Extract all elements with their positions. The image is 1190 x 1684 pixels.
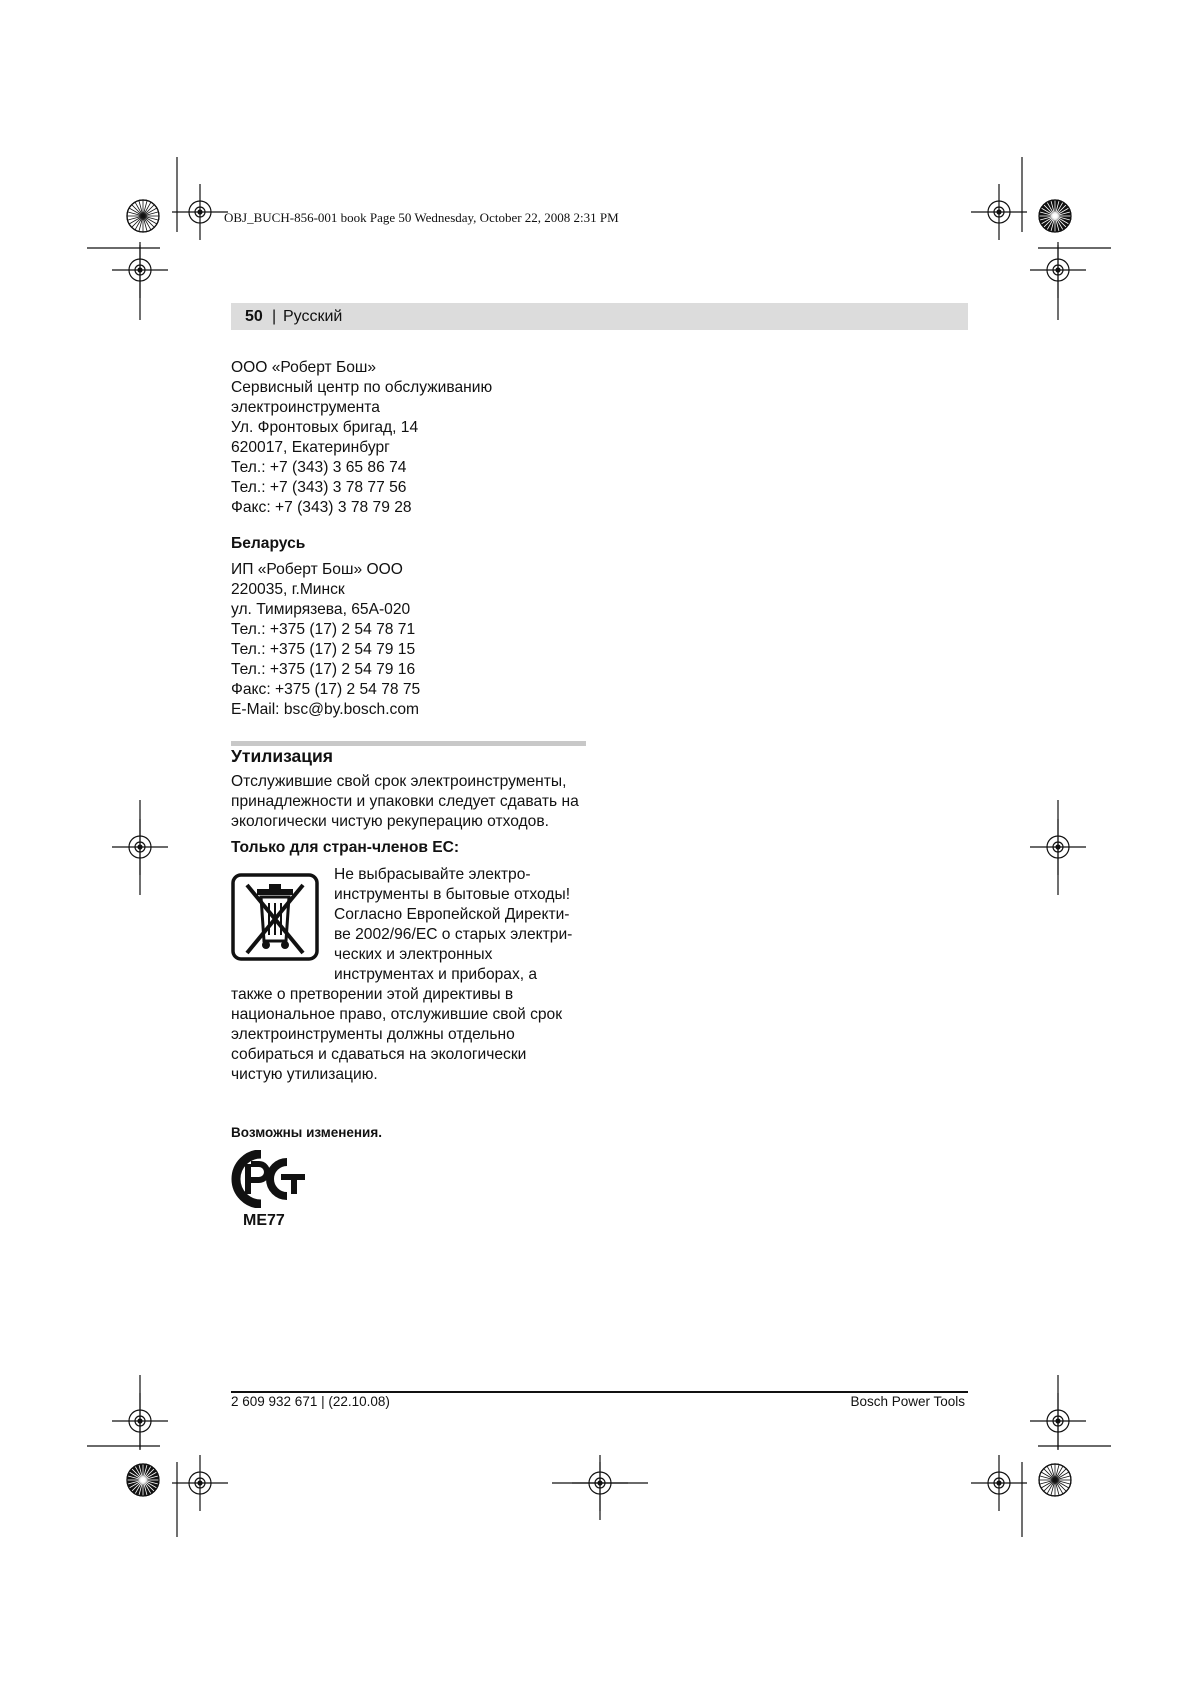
- eu-directive-text: [231, 985, 562, 1085]
- address-line: ООО «Роберт Бош»: [231, 359, 377, 376]
- paragraph-line: собираться и сдаваться на экологически: [231, 1046, 527, 1063]
- phone-line: Тел.: +375 (17) 2 54 78 71: [231, 621, 416, 638]
- email-line: E-Mail: bsc@by.bosch.com: [231, 701, 419, 718]
- crossed-out-wheelie-bin-icon: [231, 873, 319, 961]
- address-line: электроинструмента: [231, 399, 380, 416]
- paragraph-line: ве 2002/96/ЕС о старых электри-: [334, 926, 573, 943]
- paragraph-line: инструменты в бытовые отходы!: [334, 886, 571, 903]
- paragraph-line: ческих и электронных: [334, 946, 493, 963]
- paragraph-line: Не выбрасывайте электро-: [334, 866, 531, 883]
- paragraph-line: экологически чистую рекуперацию отходов.: [231, 813, 549, 830]
- fax-line: Факс: +375 (17) 2 54 78 75: [231, 681, 421, 698]
- footer-brand: Bosch Power Tools: [850, 1394, 965, 1409]
- paragraph-line: Отслужившие свой срок электроинструменты,: [231, 773, 567, 790]
- phone-line: Тел.: +375 (17) 2 54 79 16: [231, 661, 416, 678]
- pct-certification-logo: [231, 1150, 305, 1208]
- belarus-heading: Беларусь: [231, 535, 306, 552]
- disposal-title: Утилизация: [231, 746, 334, 766]
- footer-divider: [231, 1391, 968, 1393]
- phone-line: Тел.: +7 (343) 3 78 77 56: [231, 479, 407, 496]
- header-separator: |: [272, 308, 277, 325]
- belarus-address: [231, 560, 591, 720]
- footer-doc-number: 2 609 932 671 | (22.10.08): [231, 1394, 390, 1409]
- address-line: ИП «Роберт Бош» ООО: [231, 561, 403, 578]
- eu-only-heading: Только для стран-членов ЕС:: [231, 839, 460, 856]
- russia-service-address: [231, 358, 591, 518]
- paragraph-line: инструментах и приборах, а: [334, 966, 538, 983]
- address-line: Ул. Фронтовых бригад, 14: [231, 419, 419, 436]
- eu-directive-text-wrapped: [334, 865, 572, 985]
- address-line: Сервисный центр по обслуживанию: [231, 379, 493, 396]
- paragraph-line: Согласно Европейской Директи-: [334, 906, 570, 923]
- phone-line: Тел.: +375 (17) 2 54 79 15: [231, 641, 416, 658]
- address-line: ул. Тимирязева, 65А-020: [231, 601, 411, 618]
- address-line: 620017, Екатеринбург: [231, 439, 390, 456]
- certification-code: ME77: [243, 1212, 285, 1229]
- page-header-bar: [231, 303, 968, 330]
- phone-line: Тел.: +7 (343) 3 65 86 74: [231, 459, 407, 476]
- paragraph-line: принадлежности и упаковки следует сдавать на: [231, 793, 579, 810]
- paragraph-line: чистую утилизацию.: [231, 1066, 378, 1083]
- print-job-info: OBJ_BUCH-856-001 book Page 50 Wednesday, October 22, 2008 2:31 PM: [224, 210, 619, 225]
- paragraph-line: национальное право, отслужившие свой срок: [231, 1006, 563, 1023]
- fax-line: Факс: +7 (343) 3 78 79 28: [231, 499, 412, 516]
- paragraph-line: электроинструменты должны отдельно: [231, 1026, 515, 1043]
- header-language: Русский: [283, 308, 343, 325]
- address-line: 220035, г.Минск: [231, 581, 345, 598]
- page-number: 50: [245, 308, 263, 325]
- paragraph-line: также о претворении этой директивы в: [231, 986, 514, 1003]
- disposal-intro: [231, 772, 591, 832]
- changes-note: Возможны изменения.: [231, 1125, 382, 1140]
